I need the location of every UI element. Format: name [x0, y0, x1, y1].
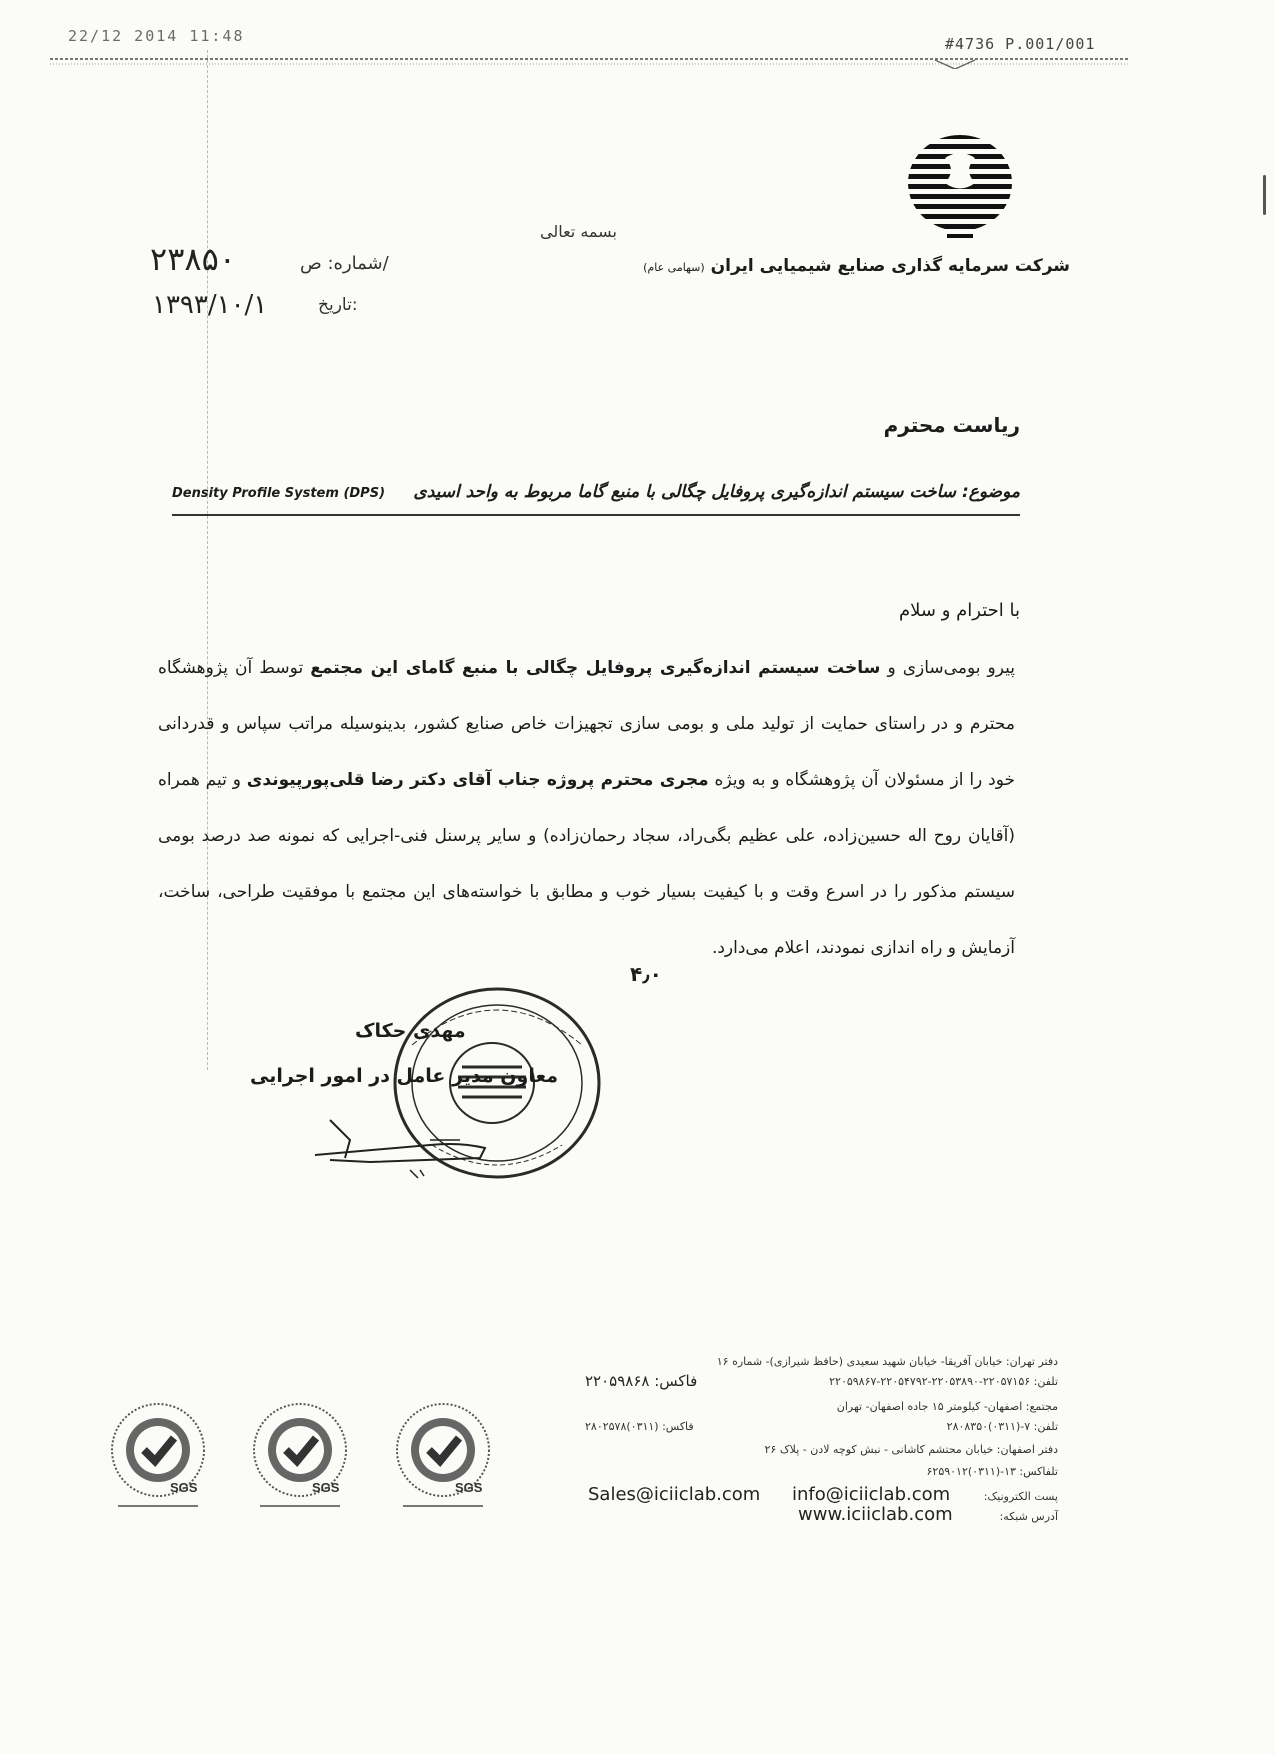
subject-text: موضوع: ساخت سیستم اندازه‌گیری پروفایل چگالی با منبع گاما مربوط به واحد اسیدی: [413, 482, 1020, 502]
body-part: پیرو بومی‌سازی و: [880, 658, 1015, 678]
footer-tehran-fax: فاکس: ۲۲۰۵۹۸۶۸: [585, 1372, 698, 1390]
body-part: توسط آن پژوهشگاه محترم و در راستای حمایت از تولید ملی و بومی سازی تجهیزات خاص صنایع کشور، بدینوسیله مراتب سپاس و قدردانی خود را از مسئولان آن پژوهشگاه و به ویژه: [158, 658, 1015, 790]
footer-info-email: info@iciiclab.com: [792, 1484, 951, 1505]
scan-edge-mark: [1263, 175, 1266, 215]
sgs-certificate-icon: [108, 1400, 208, 1515]
footer-sales-email: Sales@iciiclab.com: [588, 1484, 761, 1505]
footer-esfahan-tel: تلفن: ۷-(۰۳۱۱)۲۸۰۸۳۵۰: [946, 1420, 1058, 1433]
company-type: (سهامی عام): [643, 261, 705, 274]
salutation: ریاست محترم: [883, 413, 1020, 437]
footer-esfahan-complex: مجتمع: اصفهان- کیلومتر ۱۵ جاده اصفهان- تهران: [836, 1400, 1058, 1413]
fax-timestamp: 22/12 2014 11:48: [68, 27, 245, 45]
body-emphasis: ساخت سیستم اندازه‌گیری پروفایل چگالی با منبع گامای این مجتمع: [310, 658, 881, 678]
footer-web-label: آدرس شبکه:: [999, 1510, 1058, 1523]
greeting: با احترام و سلام: [899, 600, 1020, 621]
cert-label: SGS: [170, 1480, 198, 1495]
body-emphasis: مجری محترم پروژه جناب آقای دکتر رضا قلی‌پور‌پیوندی: [246, 770, 709, 790]
body-part: و تیم همراه (آقایان روح اله حسین‌زاده، علی عظیم بگی‌راد، سجاد رحمان‌زاده) و سایر پرسنل فنی-اجرایی که نمونه صد درصد بومی سیستم مذکور را در اسرع وقت و با کیفیت بسیار خوب و مطابق با خواسته‌های این مجتمع با موفقیت طراحی، ساخت، آزمایش و راه اندازی نمودند، اعلام می‌دارد.: [158, 770, 1015, 958]
footer-tehran-tel: تلفن: ۲۲۰۵۷۱۵۶-۲۲۰۵۳۸۹۰-۲۲۰۵۴۷۹۲-۲۲۰۵۹۸۶۷: [829, 1375, 1058, 1388]
cert-label: SGS: [312, 1480, 340, 1495]
number-label: شماره: ص/: [300, 253, 389, 274]
handwritten-mark: ۴٫۰: [630, 962, 662, 986]
date-label: تاریخ:: [318, 295, 358, 315]
footer-esfahan-office: دفتر اصفهان: خیابان محتشم کاشانی - نبش کوچه لادن - پلاک ۲۶: [764, 1443, 1058, 1456]
cert-label: SGS: [455, 1480, 483, 1495]
company-name-text: شرکت سرمایه گذاری صنایع شیمیایی ایران: [710, 256, 1070, 276]
footer-email-label: پست الکترونیک:: [983, 1490, 1058, 1503]
subject-line: [172, 480, 1020, 516]
sgs-certificate-icon: [250, 1400, 350, 1515]
footer-esfahan-fax: فاکس: (۰۳۱۱)۲۸۰۲۵۷۸: [585, 1420, 694, 1433]
fax-page-number: #4736 P.001/001: [945, 35, 1096, 53]
footer-tehran-address: دفتر تهران: خیابان آفریقا- خیابان شهید سعیدی (حافظ شیرازی)- شماره ۱۶: [716, 1355, 1058, 1368]
letter-body: [158, 640, 1015, 976]
fax-header-rule: [50, 55, 1130, 69]
signatory-name: مهدی حکاک: [355, 1020, 466, 1042]
signatory-title: معاون مدیر عامل در امور اجرایی: [250, 1065, 558, 1087]
footer-esfahan-office-tel: تلفاکس: ۱۳-(۰۳۱۱)۶۲۵۹۰۱۲: [926, 1465, 1058, 1478]
subject-english: Density Profile System (DPS): [172, 486, 386, 501]
company-logo-icon: [905, 128, 1015, 243]
company-name: [643, 256, 1070, 276]
date-value: ۱۳۹۳/۱۰/۱: [152, 290, 268, 320]
sgs-certificate-icon: [393, 1400, 493, 1515]
handwritten-signature: [310, 1100, 540, 1180]
number-value: ۲۳۸۵۰: [150, 240, 236, 278]
besmeh-heading: بسمه تعالی: [540, 222, 617, 241]
footer-website: www.iciiclab.com: [798, 1504, 953, 1525]
